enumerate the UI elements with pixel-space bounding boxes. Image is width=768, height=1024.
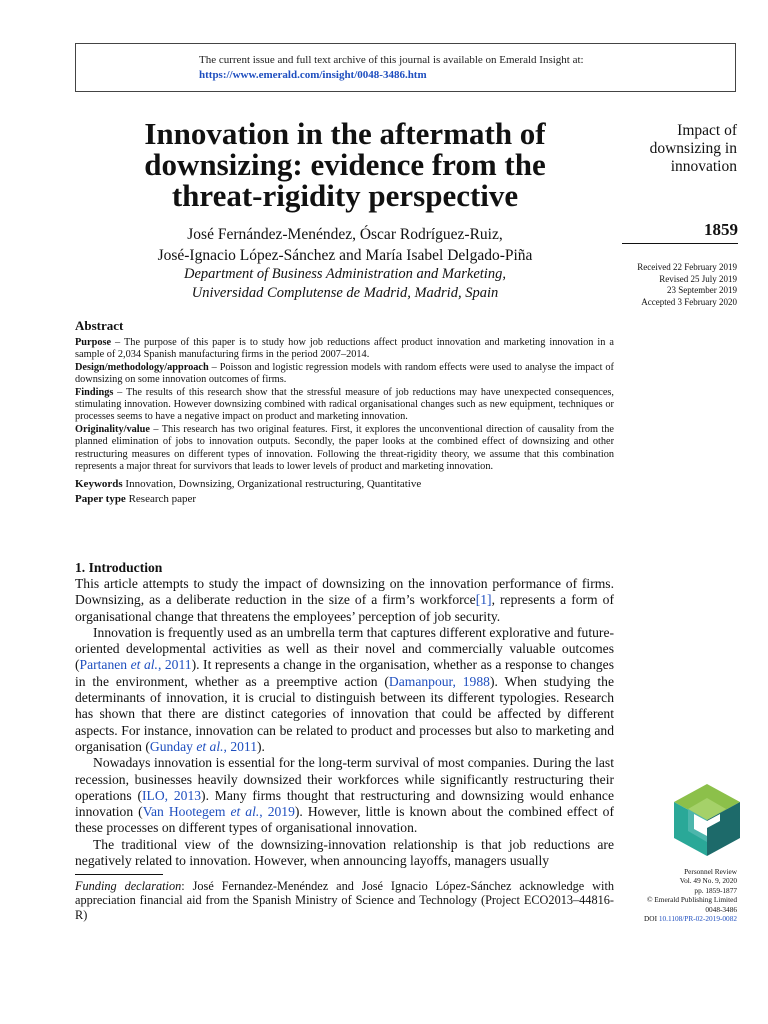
title-line-3: threat-rigidity perspective bbox=[171, 178, 519, 213]
paragraph-1-text-cont: , represents a form of organisational change that threatens the employees’ perception of job security. bbox=[75, 592, 614, 624]
section-heading-introduction: 1. Introduction bbox=[75, 560, 163, 575]
journal-publisher: © Emerald Publishing Limited bbox=[646, 895, 737, 905]
citation-ilo[interactable]: ILO, 2013 bbox=[141, 787, 202, 803]
abstract-section bbox=[75, 318, 614, 507]
article-title bbox=[90, 118, 600, 211]
findings-text: – The results of this research show that the stressful measure of job reductions may have unexpected consequences, stimulating innovation. However downsizing combined with radical organisational changes such as new equipment, techniques or processes seems to have a negative impact on product and marketing innovation. bbox=[75, 386, 614, 423]
paragraph-4: The traditional view of the downsizing-innovation relationship is that job reductions are negatively related to innovation. However, when announcing layoffs, managers usually bbox=[75, 836, 614, 869]
citation-etal: et al. bbox=[230, 804, 260, 820]
journal-volume: Vol. 49 No. 9, 2020 bbox=[679, 876, 737, 886]
journal-info bbox=[600, 867, 737, 923]
paragraph-1-text: This article attempts to study the impact of downsizing on the innovation performance of firms. Downsizing, as a deliberate reduction in the size of a firm’s workforce bbox=[75, 576, 614, 608]
affiliation-line-2: Universidad Complutense de Madrid, Madrid, Spain bbox=[191, 285, 499, 301]
date-accepted: Accepted 3 February 2020 bbox=[641, 296, 737, 307]
keywords-text: Innovation, Downsizing, Organizational restructuring, Quantitative bbox=[122, 478, 422, 491]
design-text: – Poisson and logistic regression models with random effects were used to analyse the impact of downsizing on some innovation outcomes of firms. bbox=[75, 361, 614, 386]
archive-notice-text: The current issue and full text archive of this journal is available on Emerald Insight at: bbox=[199, 54, 584, 66]
citation-etal: et al. bbox=[130, 657, 158, 673]
abstract-design bbox=[75, 362, 614, 387]
abstract-findings bbox=[75, 387, 614, 424]
paragraph-3 bbox=[75, 755, 614, 836]
citation-van-hootegem[interactable] bbox=[143, 804, 295, 819]
doi-link[interactable]: 10.1108/PR-02-2019-0082 bbox=[658, 914, 737, 924]
citation-author: Van Hootegem bbox=[142, 804, 231, 820]
paragraph-3-text-end: ). However, little is known about the combined effect of these processes on different types of organisational innovation. bbox=[75, 804, 615, 836]
citation-author: Gunday bbox=[149, 738, 197, 754]
paragraph-2 bbox=[75, 625, 614, 755]
paper-type-text: Research paper bbox=[125, 493, 197, 506]
doi-line bbox=[600, 914, 737, 923]
paper-type-label: Paper type bbox=[75, 493, 126, 506]
funding-text: : José Fernandez-Menéndez and José Ignacio López-Sánchez acknowledge with appreciation financial aid from the Spanish Ministry of Science and Technology (Project ECO2013–44816-R) bbox=[75, 879, 615, 922]
citation-damanpour[interactable]: Damanpour, 1988 bbox=[388, 673, 490, 689]
date-received: Received 22 February 2019 bbox=[637, 262, 737, 272]
running-head bbox=[620, 122, 737, 176]
affiliation-line-1: Department of Business Administration and Marketing, bbox=[184, 266, 506, 282]
affiliation bbox=[90, 265, 600, 303]
paragraph-2-text-end: ). bbox=[257, 738, 265, 754]
funding-declaration bbox=[75, 879, 614, 922]
date-revised-2: 23 September 2019 bbox=[667, 285, 737, 296]
originality-text: – This research has two original features. First, it explores the unconventional direction of causality from the planned elimination of jobs to innovation outputs. Secondly, the paper looks at the combined effect of downsizing and other restructuring measures on different types of innovation. Following the threat-rigidity theory, we assume that this combination represents a major threat for survivors that leads to lower levels of product and marketing innovation. bbox=[75, 423, 614, 473]
footnote-rule bbox=[75, 874, 163, 875]
footnote-ref-1[interactable]: [1] bbox=[475, 592, 492, 608]
journal-url-link[interactable]: https://www.emerald.com/insight/0048-3486.htm bbox=[199, 69, 427, 81]
paragraph-2-text-cont: ). It represents a change in the organisation, whether as a response to changes in the environment, whether as a preemptive action ( bbox=[75, 657, 614, 689]
citation-partanen[interactable] bbox=[80, 657, 192, 672]
journal-pages: pp. 1859-1877 bbox=[694, 885, 737, 895]
title-line-2: downsizing: evidence from the bbox=[144, 147, 546, 182]
page-number: 1859 bbox=[704, 220, 738, 239]
paragraph-3-text-cont: ). Many firms thought that restructuring and downsizing would enhance innovation ( bbox=[75, 787, 614, 820]
paragraph-2-text-cont-2: ). When studying the determinants of innovation, it is crucial to distinguish between its different typologies. Research has shown that there are distinct categories of innovation that could be affected by different aspects. For instance, innovation can be related to product and processes but also to marketing and organisation ( bbox=[75, 673, 614, 754]
citation-year: , 2011 bbox=[223, 738, 257, 754]
originality-label: Originality/value bbox=[75, 423, 150, 435]
citation-year: , 2011 bbox=[157, 657, 192, 673]
running-head-line-3: innovation bbox=[670, 158, 737, 175]
authors-line-1: José Fernández-Menéndez, Óscar Rodríguez-Ruiz, bbox=[187, 226, 503, 243]
date-revised-1: Revised 25 July 2019 bbox=[659, 273, 737, 284]
submission-dates bbox=[600, 262, 737, 308]
page-number-rule bbox=[622, 243, 738, 244]
title-line-1: Innovation in the aftermath of bbox=[144, 116, 546, 151]
purpose-text: – The purpose of this paper is to study how job reductions affect product innovation and marketing innovation in a sample of 2,034 Spanish manufacturing firms in the period 2007–2014. bbox=[75, 337, 614, 361]
abstract-purpose bbox=[75, 337, 614, 362]
paragraph-1 bbox=[75, 576, 614, 625]
abstract-originality bbox=[75, 424, 614, 474]
running-head-line-1: Impact of bbox=[677, 122, 737, 139]
authors-line-2: José-Ignacio López-Sánchez and María Isabel Delgado-Piña bbox=[157, 247, 533, 264]
keywords-label: Keywords bbox=[75, 478, 123, 491]
article-body bbox=[75, 559, 614, 869]
archive-notice bbox=[199, 53, 584, 83]
purpose-label: Purpose bbox=[75, 337, 112, 348]
doi-label: DOI bbox=[644, 914, 659, 924]
abstract-heading: Abstract bbox=[75, 318, 124, 333]
author-list bbox=[90, 224, 600, 266]
findings-label: Findings bbox=[75, 386, 114, 398]
running-head-line-2: downsizing in bbox=[649, 140, 737, 157]
paper-type bbox=[75, 492, 614, 507]
design-label: Design/methodology/approach bbox=[75, 361, 209, 373]
keywords bbox=[75, 477, 614, 492]
journal-name: Personnel Review bbox=[684, 867, 737, 876]
paragraph-3-text: Nowadays innovation is essential for the long-term survival of most companies. During the last recession, businesses heavily downsized their workforces while significantly restructuring their operations ( bbox=[75, 755, 614, 803]
funding-label: Funding declaration bbox=[75, 879, 182, 893]
citation-etal: et al. bbox=[196, 738, 224, 754]
citation-author: Partanen bbox=[79, 657, 131, 673]
citation-year: , 2019 bbox=[259, 804, 295, 820]
journal-issn: 0048-3486 bbox=[705, 904, 737, 914]
emerald-logo-icon bbox=[674, 784, 740, 856]
paragraph-2-text: Innovation is frequently used as an umbrella term that captures different explorative and future-oriented developmental activities as well as their novel and commercially valuable outcomes ( bbox=[75, 624, 614, 673]
citation-gunday[interactable] bbox=[150, 739, 257, 754]
